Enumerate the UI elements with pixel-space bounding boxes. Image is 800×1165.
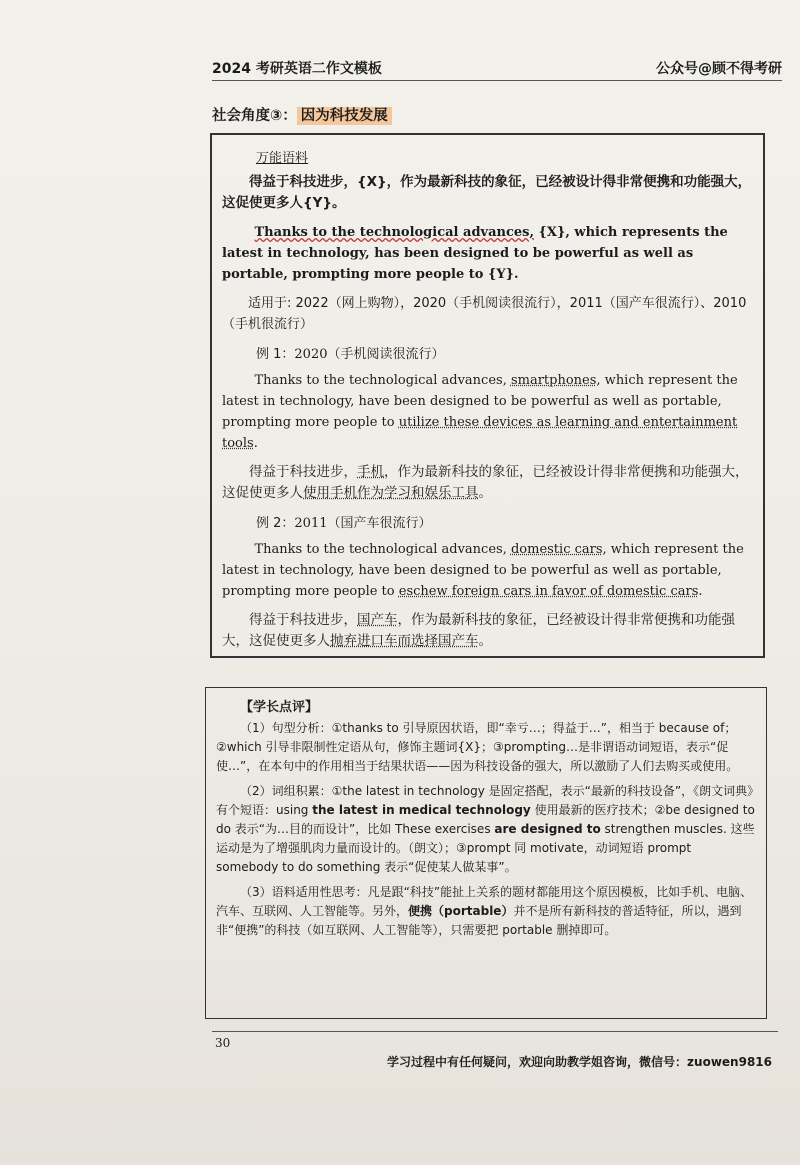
page-number: 30 xyxy=(215,1036,231,1050)
ex2-en-a: Thanks to the technological advances, xyxy=(254,542,511,557)
review-box xyxy=(205,687,767,1019)
template-en xyxy=(222,222,753,285)
applies-to: 适用于: 2022（网上购物），2020（手机阅读很流行），2011（国产车很流行）、2010（手机很流行） xyxy=(222,296,747,332)
ex1-zh-a: 得益于科技进步， xyxy=(249,464,357,480)
example1-prefix: 例 1： xyxy=(256,347,295,362)
ex1-zh-x: 手机 xyxy=(357,464,384,480)
ex1-en-y: utilize these devices as learning and entertainment tools xyxy=(222,415,738,451)
ex1-zh-b: ，作为最新科技的象征，已经被设计得非常便携和功能强大，这促使更多人 xyxy=(222,464,749,501)
example1-topic: （手机阅读很流行） xyxy=(327,347,445,362)
template-box xyxy=(210,133,765,658)
ex2-en-y: eschew foreign cars in favor of domestic cars xyxy=(398,584,699,599)
example2-en xyxy=(222,539,753,602)
review-p3-b: 便携（portable） xyxy=(408,904,514,918)
section-heading xyxy=(212,104,392,125)
example2-zh xyxy=(222,610,753,652)
example1-heading xyxy=(256,343,753,362)
footer-rule xyxy=(212,1031,778,1032)
review-p2-b: the latest in medical technology xyxy=(312,803,531,817)
header-account: 公众号@顾不得考研 xyxy=(656,61,782,77)
review-p2-e: strengthen muscles. 这些运动是为了增强肌肉力量而设计的。（朗文）；③prompt 同 motivate，动词短语 prompt somebody to do something 表示“促使某人做某事”。 xyxy=(216,822,755,874)
review-p3 xyxy=(216,883,756,940)
ex2-en-x: domestic cars xyxy=(510,542,603,557)
section-title: 因为科技发展 xyxy=(297,107,392,125)
ex2-en-b: , which represent the latest in technology, have been designed to be powerful as well as portable, prompting more people to xyxy=(222,542,744,599)
example2-topic: （国产车很流行） xyxy=(327,516,432,531)
template-en-rest: {X}, which represents the latest in technology, has been designed to be powerful as well as portable, prompting more people to {Y}. xyxy=(222,225,728,282)
ex2-zh-c: 。 xyxy=(478,633,492,649)
section-prefix: 社会角度③： xyxy=(212,108,297,124)
ex1-en-b: , which represent the latest in technology, have been designed to be powerful as well as portable, prompting more people to xyxy=(222,373,738,430)
footer-note: 学习过程中有任何疑问，欢迎向助教学姐咨询，微信号：zuowen9816 xyxy=(387,1055,772,1069)
template-label: 万能语料 xyxy=(256,151,309,166)
template-zh: 得益于科技进步，{X}，作为最新科技的象征，已经被设计得非常便携和功能强大，这促使更多人{Y}。 xyxy=(222,174,752,211)
review-p2-d: are designed to xyxy=(494,822,601,836)
ex1-en-c: . xyxy=(253,436,258,451)
review-title: 【学长点评】 xyxy=(240,700,319,715)
review-p3-a: （3）语料适用性思考：凡是跟“科技”能扯上关系的题材都能用这个原因模板，比如手机、电脑、汽车、互联网、人工智能等。另外， xyxy=(216,885,753,918)
review-p2-c: 使用最新的医疗技术；②be designed to do 表示“为…目的而设计”，比如 These exercises xyxy=(216,803,755,836)
ex1-zh-c: 。 xyxy=(478,485,492,501)
review-p1: （1）句型分析：①thanks to 引导原因状语，即“幸亏…；得益于…”，相当于 because of；②which 引导非限制性定语从句，修饰主题词{X}；③prompting…是非谓语动词短语，表示“促使…”，在本句中的作用相当于结果状语——因为科技设备的强大，所以激励了人们去购买或使用。 xyxy=(216,721,739,773)
ex2-zh-a: 得益于科技进步， xyxy=(249,612,357,628)
header-book-title: 2024 考研英语二作文模板 xyxy=(212,61,382,77)
example1-year: 2020 xyxy=(294,347,328,362)
ex2-zh-x: 国产车 xyxy=(357,612,398,628)
example2-prefix: 例 2： xyxy=(256,516,295,531)
ex2-en-c: . xyxy=(698,584,703,599)
example2-year: 2011 xyxy=(294,516,328,531)
ex1-zh-y: 使用手机作为学习和娱乐工具 xyxy=(303,485,479,501)
ex2-zh-b: ，作为最新科技的象征，已经被设计得非常便携和功能强大，这促使更多人 xyxy=(222,612,735,649)
example2-heading xyxy=(256,512,753,531)
review-p2-a: （2）词组积累：①the latest in technology 是固定搭配，表示“最新的科技设备”，《朗文词典》有个短语：using xyxy=(216,784,754,817)
page-header xyxy=(212,52,782,81)
example1-zh xyxy=(222,462,753,504)
review-p2 xyxy=(216,782,756,877)
template-en-lead: Thanks to the technological advances, xyxy=(254,225,534,240)
ex2-zh-y: 抛弃进口车而选择国产车 xyxy=(330,633,479,649)
review-p3-c: 并不是所有新科技的普适特征，所以，遇到非“便携”的科技（如互联网、人工智能等），只需要把 portable 删掉即可。 xyxy=(216,904,742,937)
ex1-en-x: smartphones xyxy=(510,373,597,388)
example1-en xyxy=(222,370,753,454)
ex1-en-a: Thanks to the technological advances, xyxy=(254,373,511,388)
